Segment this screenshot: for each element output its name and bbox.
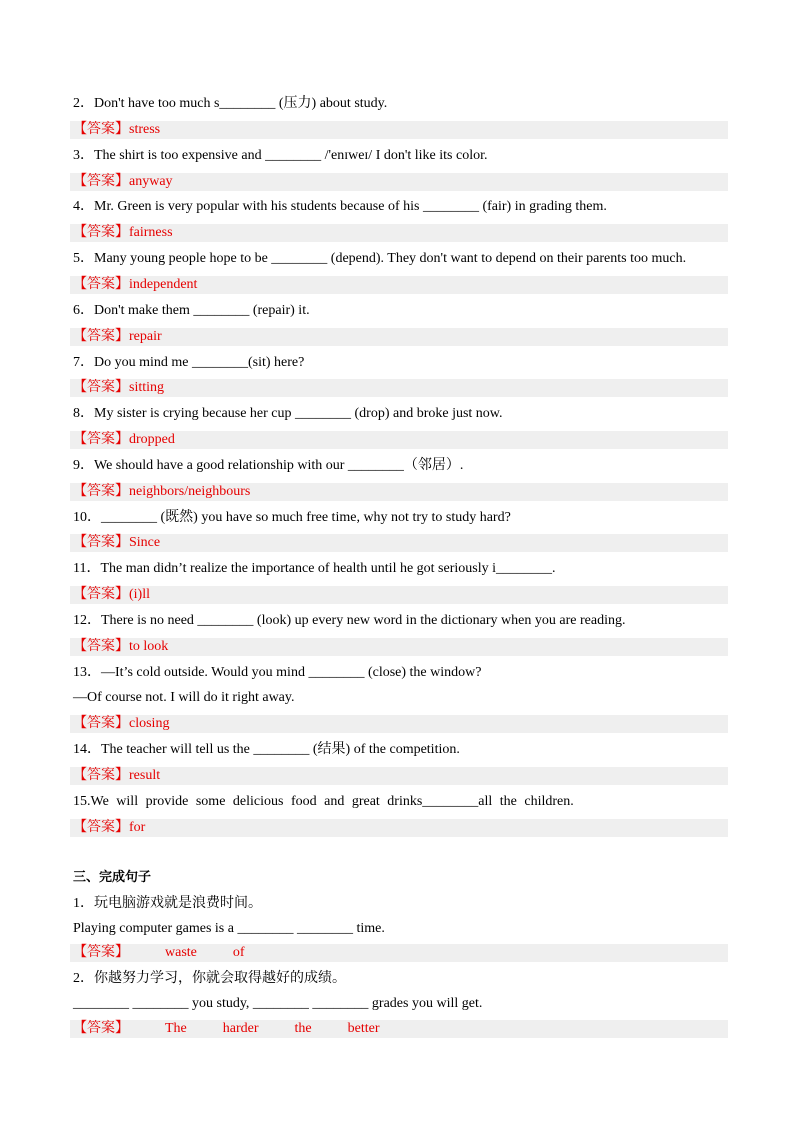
question-4: [70, 194, 728, 220]
item-number: 1．: [73, 895, 94, 911]
sentence-item-1-sentence: Playing computer games is a ________ ________ time.: [73, 920, 385, 936]
item-prompt: 玩电脑游戏就是浪费时间。: [94, 895, 262, 911]
answer-row: [70, 479, 728, 505]
answer-label: 【答案】: [73, 587, 129, 603]
question-6: [70, 298, 728, 324]
answer-text: Since: [129, 535, 161, 551]
answer-label: 【答案】: [73, 638, 129, 654]
question-13-reply: [70, 685, 728, 711]
question-number: 14．: [73, 742, 101, 758]
question-number: 9．: [73, 457, 94, 473]
answer-bar: [70, 586, 728, 604]
question-text: Don't have too much s________ (压力) about study.: [94, 96, 388, 112]
question-number: 11．: [73, 561, 101, 577]
answer-bar: [70, 173, 728, 191]
answer-word: the: [294, 1020, 312, 1036]
answer-label: 【答案】: [73, 380, 129, 396]
answer-row: [70, 941, 728, 966]
answer-bar: [70, 534, 728, 552]
answer-row: [70, 117, 728, 143]
question-8: [70, 401, 728, 427]
section-heading: 三、完成句子: [73, 870, 152, 886]
question-text: We will provide some delicious food and great drinks________all the children.: [90, 793, 574, 809]
item-number: 2．: [73, 971, 94, 987]
question-number: 12．: [73, 612, 101, 628]
answer-text: closing: [129, 716, 170, 732]
question-7: [70, 350, 728, 376]
answer-label: 【答案】: [73, 276, 129, 292]
question-list: [70, 91, 728, 840]
question-10: [70, 505, 728, 531]
answer-text: for: [129, 819, 146, 835]
answer-label: 【答案】: [73, 716, 129, 732]
answer-label: 【答案】: [73, 767, 129, 783]
answer-label: 【答案】: [73, 1020, 129, 1036]
answer-bar: [70, 715, 728, 733]
answer-text: dropped: [129, 431, 175, 447]
question-text: ________ (既然) you have so much free time, why not try to study hard?: [101, 509, 511, 525]
question-14: [70, 737, 728, 763]
question-text: Mr. Green is very popular with his students because of his ________ (fair) in grading them.: [94, 199, 607, 215]
question-9: [70, 453, 728, 479]
answer-label: 【答案】: [73, 328, 129, 344]
question-number: 13．: [73, 664, 101, 680]
answer-label: 【答案】: [73, 483, 129, 499]
answer-bar: [70, 328, 728, 346]
answer-text: stress: [129, 121, 161, 137]
answer-bar: [70, 276, 728, 294]
answer-bar: [70, 121, 728, 139]
answer-word: The: [165, 1020, 187, 1036]
question-number: 15.: [73, 793, 91, 809]
question-number: 6．: [73, 302, 94, 318]
answer-bar: [70, 224, 728, 242]
question-text: Many young people hope to be ________ (depend). They don't want to depend on their parents too much.: [94, 251, 687, 267]
question-12: [70, 608, 728, 634]
question-text: There is no need ________ (look) up every new word in the dictionary when you are reading.: [101, 612, 626, 628]
answer-word: harder: [222, 1020, 259, 1036]
answer-text: result: [129, 767, 161, 783]
answer-label: 【答案】: [73, 173, 129, 189]
question-number: 8．: [73, 406, 94, 422]
question-text: Don't make them ________ (repair) it.: [94, 302, 310, 318]
question-number: 7．: [73, 354, 94, 370]
question-text: We should have a good relationship with our ________（邻居）.: [94, 457, 464, 473]
answer-text: (i)ll: [129, 587, 150, 603]
answer-bar: [70, 944, 728, 962]
answer-row: [70, 272, 728, 298]
answer-bar: [70, 638, 728, 656]
question-11: [70, 556, 728, 582]
answer-label: 【答案】: [73, 819, 129, 835]
answer-row: [70, 711, 728, 737]
answer-bar: [70, 483, 728, 501]
answer-text: anyway: [129, 173, 173, 189]
answer-text: sitting: [129, 380, 165, 396]
answer-bar: [70, 379, 728, 397]
answer-row: [70, 582, 728, 608]
answer-text: independent: [129, 276, 198, 292]
question-number: 4．: [73, 199, 94, 215]
question-text: The shirt is too expensive and ________ /'enɪweɪ/ I don't like its color.: [94, 147, 488, 163]
answer-bar: [70, 431, 728, 449]
question-text: The teacher will tell us the ________ (结果) of the competition.: [101, 742, 460, 758]
question-text: Do you mind me ________(sit) here?: [94, 354, 305, 370]
answer-text: fairness: [129, 225, 173, 241]
answer-row: [70, 220, 728, 246]
answer-text: to look: [129, 638, 169, 654]
question-3: [70, 143, 728, 169]
answer-row: [70, 1016, 728, 1041]
question-text: —Of course not. I will do it right away.: [73, 690, 295, 706]
sentence-item-2-prompt: [70, 966, 728, 991]
answer-row: [70, 763, 728, 789]
question-13: [70, 660, 728, 686]
question-5: [70, 246, 728, 272]
question-number: 5．: [73, 251, 94, 267]
question-text: My sister is crying because her cup ________ (drop) and broke just now.: [94, 406, 503, 422]
answer-text: repair: [129, 328, 162, 344]
answer-bar: [70, 1020, 728, 1038]
answer-row: [70, 427, 728, 453]
answer-row: [70, 324, 728, 350]
answer-row: [70, 815, 728, 841]
question-number: 10．: [73, 509, 101, 525]
answer-text: neighbors/neighbours: [129, 483, 251, 499]
answer-label: 【答案】: [73, 431, 129, 447]
answer-label: 【答案】: [73, 121, 129, 137]
answer-label: 【答案】: [73, 225, 129, 241]
answer-label: 【答案】: [73, 535, 129, 551]
answer-word: waste: [165, 945, 197, 961]
question-text: The man didn’t realize the importance of health until he got seriously i________.: [100, 561, 556, 577]
answer-bar: [70, 767, 728, 785]
question-text: —It’s cold outside. Would you mind ________ (close) the window?: [101, 664, 482, 680]
answer-row: [70, 375, 728, 401]
item-prompt: 你越努力学习，你就会取得越好的成绩。: [94, 971, 346, 987]
section-complete-sentences: [70, 865, 728, 1041]
question-number: 3．: [73, 147, 94, 163]
answer-word: of: [232, 945, 245, 961]
sentence-item-1-prompt: [70, 891, 728, 916]
answer-row: [70, 169, 728, 195]
sentence-item-2-sentence: ________ ________ you study, ________ ________ grades you will get.: [73, 996, 483, 1012]
answer-bar: [70, 819, 728, 837]
question-2: [70, 91, 728, 117]
question-15: [70, 789, 728, 815]
answer-word: better: [347, 1020, 380, 1036]
answer-label: 【答案】: [73, 945, 129, 961]
answer-row: [70, 634, 728, 660]
question-number: 2．: [73, 96, 94, 112]
answer-row: [70, 530, 728, 556]
